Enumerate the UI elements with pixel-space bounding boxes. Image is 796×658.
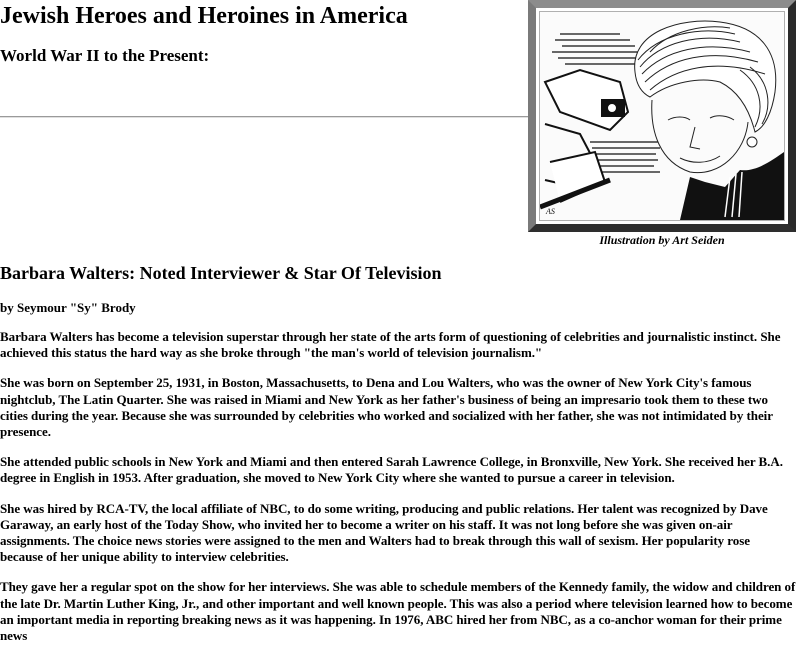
- article-paragraph: She was hired by RCA-TV, the local affiliate of NBC, to do some writing, producing and public relations. Her talent was recognized by Dave Garaway, an early host of the Today Show, who invited her to become a writer on his staff. It was not long before she was given on-air assignments. The choice news stories were assigned to the men and Walters had to break through this wall of sexism. Her popularity rose because of her unique ability to interview celebrities.: [0, 500, 768, 565]
- illustration-frame: [528, 0, 796, 232]
- svg-text:AS: AS: [546, 207, 555, 216]
- article-title: Barbara Walters: Noted Interviewer & Star Of Television: [0, 263, 442, 283]
- site-title: Jewish Heroes and Heroines in America: [0, 3, 408, 29]
- article-paragraph: She was born on September 25, 1931, in Boston, Massachusetts, to Dena and Lou Walters, who was the owner of New York City's famous nightclub, The Latin Quarter. She was raised in Miami and New York as her father's business of being an impresario took them to these two cities during the year. Because she was surrounded by celebrities who worked and socialized with her father, she was not intimidated by their presence.: [0, 375, 773, 440]
- article-paragraph: Barbara Walters has become a television superstar through her state of the arts form of questioning of celebrities and journalistic instinct. She achieved this status the hard way as she broke through "the man's world of television journalism.": [0, 329, 781, 361]
- article-byline: by Seymour "Sy" Brody: [0, 300, 136, 315]
- portrait-drawing-icon: [540, 12, 784, 220]
- barbara-walters-illustration: [539, 11, 785, 221]
- article-paragraph: She attended public schools in New York and Miami and then entered Sarah Lawrence College, in Bronxville, New York. She received her B.A. degree in English in 1953. After graduation, she moved to New York City where she wanted to pursue a career in television.: [0, 454, 783, 486]
- horizontal-divider: [0, 116, 528, 118]
- article-paragraph: They gave her a regular spot on the show for her interviews. She was able to schedule members of the Kennedy family, the widow and children of the late Dr. Martin Luther King, Jr., and other important and well known people. This was also a period where television learned how to become an important media in reporting breaking news as it was happening. In 1976, ABC hired her from NBC, as a co-anchor woman for their prime news: [0, 579, 796, 644]
- article-body: [0, 329, 796, 658]
- illustration-caption: Illustration by Art Seiden: [599, 233, 725, 247]
- section-subtitle: World War II to the Present:: [0, 46, 210, 65]
